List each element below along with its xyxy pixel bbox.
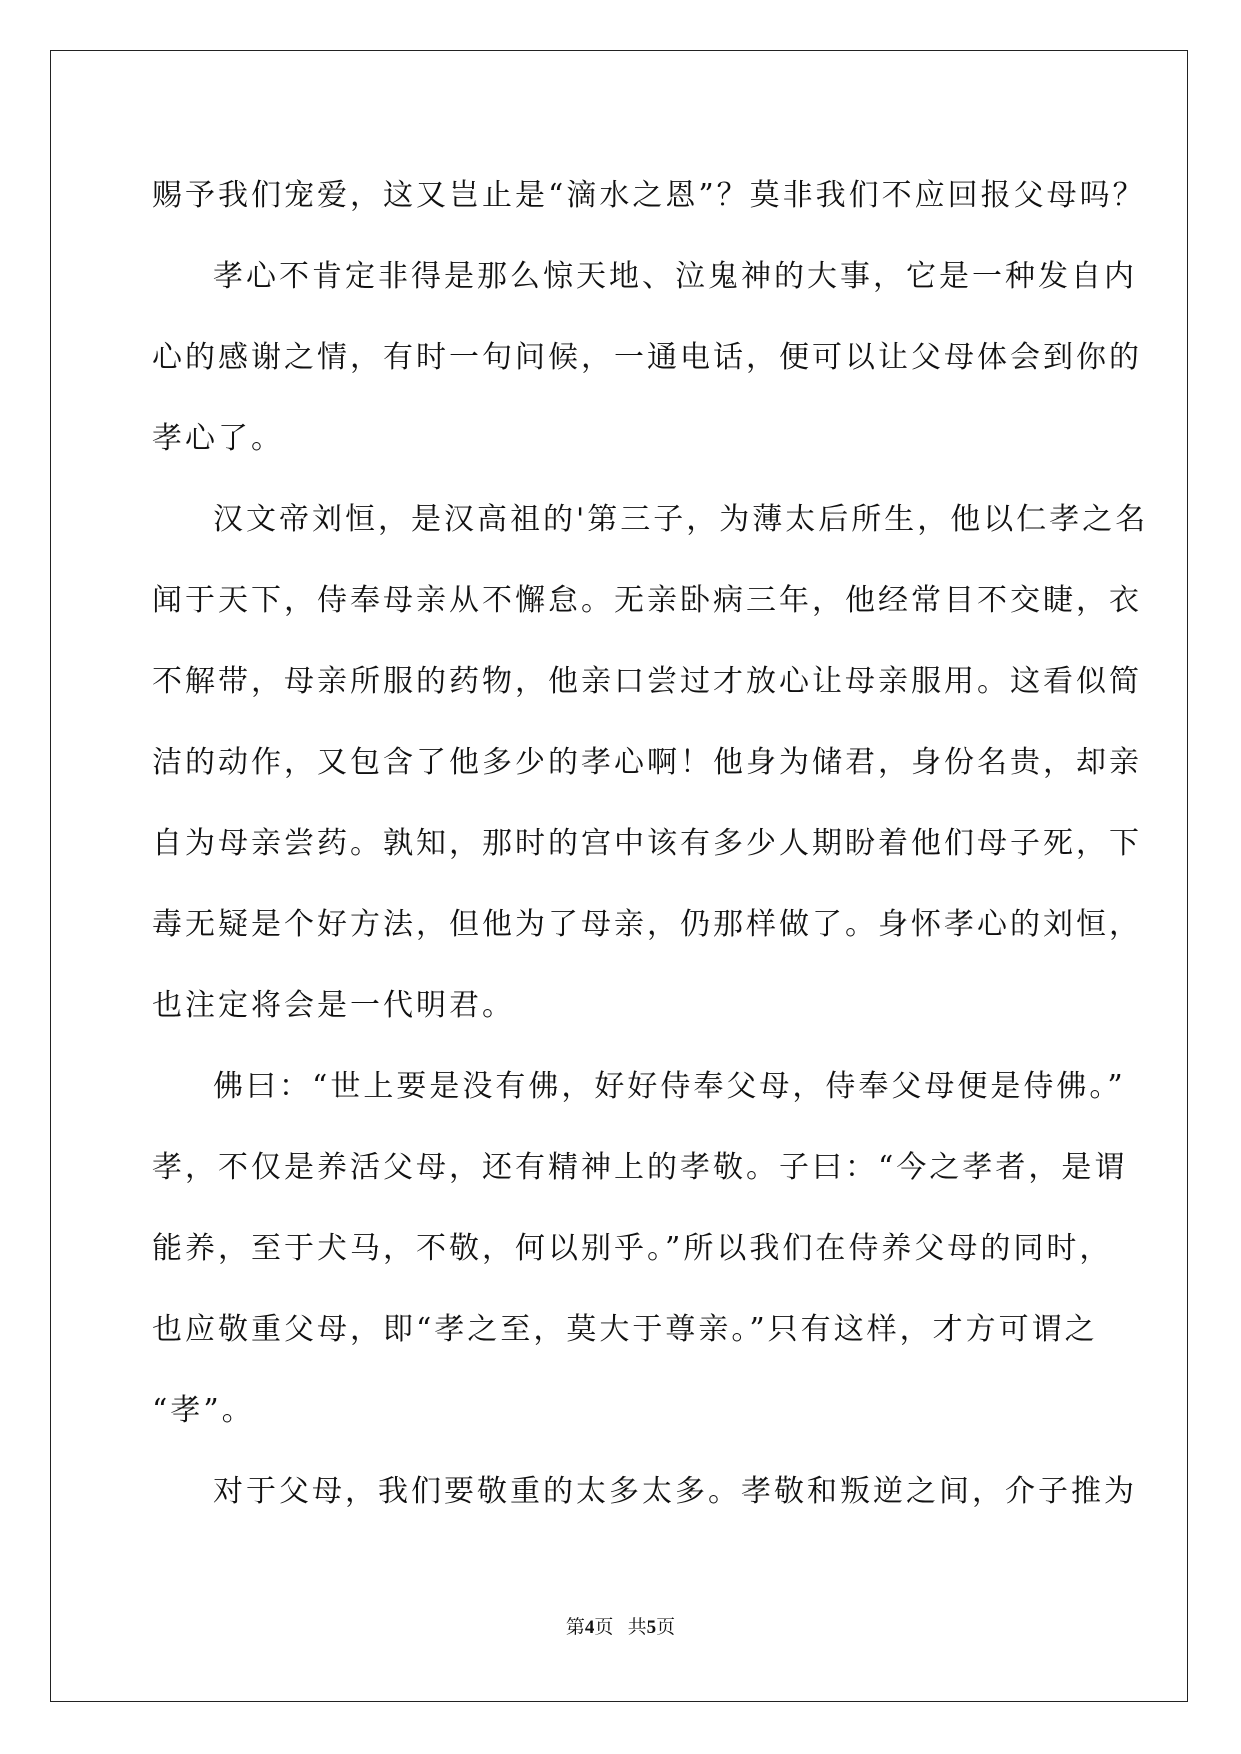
text-line: 心的感谢之情，有时一句问候，一通电话，便可以让父母体会到你的 [152,340,1142,375]
page-footer [0,1612,1241,1639]
text-line: 孝心了。 [152,421,284,456]
text-line: “孝”。 [152,1393,255,1428]
text-line: 能养，至于犬马，不敬，何以别乎。”所以我们在侍养父母的同时， [152,1231,1113,1266]
text-line: 也应敬重父母，即“孝之至，莫大于尊亲。”只有这样，才方可谓之 [152,1312,1098,1347]
footer-mid: 页 共 [594,1617,647,1638]
text-line: 洁的动作，又包含了他多少的孝心啊！他身为储君，身份名贵，却亲 [152,745,1142,780]
text-line: 自为母亲尝药。孰知，那时的宫中该有多少人期盼着他们母子死，下 [152,826,1142,861]
paragraph-first-line: 佛曰：“世上要是没有佛，好好侍奉父母，侍奉父母便是侍佛。” [213,1069,1126,1104]
current-page-number: 4 [584,1617,595,1638]
paragraph-first-line: 汉文帝刘恒，是汉高祖的'第三子，为薄太后所生，他以仁孝之名 [213,502,1149,537]
text-line: 毒无疑是个好方法，但他为了母亲，仍那样做了。身怀孝心的刘恒， [152,907,1142,942]
text-line: 赐予我们宠爱，这又岂止是“滴水之恩”？莫非我们不应回报父母吗？ [152,178,1146,213]
text-line: 闻于天下，侍奉母亲从不懈怠。无亲卧病三年，他经常目不交睫，衣 [152,583,1142,618]
paragraph-first-line: 孝心不肯定非得是那么惊天地、泣鬼神的大事，它是一种发自内 [213,259,1137,294]
total-page-number: 5 [646,1617,657,1638]
text-line: 不解带，母亲所服的药物，他亲口尝过才放心让母亲服用。这看似简 [152,664,1142,699]
footer-prefix: 第 [565,1617,585,1638]
text-line: 也注定将会是一代明君。 [152,988,515,1023]
document-body [152,155,1149,1532]
footer-suffix: 页 [656,1617,676,1638]
text-line: 孝，不仅是养活父母，还有精神上的孝敬。子曰：“今之孝者，是谓 [152,1150,1128,1185]
paragraph-first-line: 对于父母，我们要敬重的太多太多。孝敬和叛逆之间，介子推为 [213,1474,1137,1509]
